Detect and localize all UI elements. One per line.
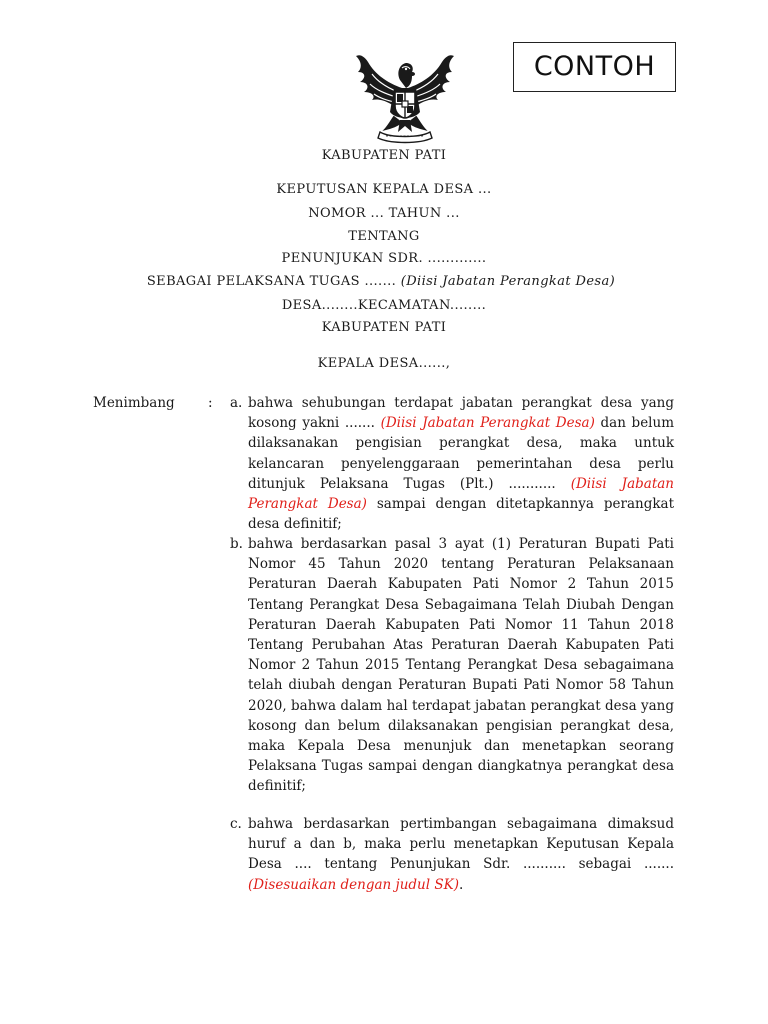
header-desa-kecamatan: DESA........KECAMATAN........ (281, 298, 487, 313)
header-kabupaten: KABUPATEN PATI (321, 148, 447, 163)
item-a-text-1: bahwa sehubungan terdapat jabatan perangkat desa yang kosong yakni ....... (248, 395, 674, 432)
item-a-red-2: (Diisi Jabatan Perangkat Desa) (248, 475, 674, 513)
menimbang-colon: : (208, 395, 213, 411)
item-c-text-1: bahwa berdasarkan pertimbangan sebagaimana dimaksud huruf a dan b, maka perlu menetapkan Keputusan Kepala Desa .... tentang Penunjukan Sdr. .......... sebagai ....... (248, 816, 674, 873)
header-penunjukan: PENUNJUKAN SDR. ............. (281, 251, 487, 266)
item-a-text-2: dan belum dilaksanakan pengisian perangkat desa, maka untuk kelancaran penyelenggaraan pemerintahan desa perlu ditunjuk Pelaksana Tugas (Plt.) ........... (248, 415, 674, 492)
contoh-stamp: CONTOH (513, 42, 676, 92)
header-sebagai-text: SEBAGAI PELAKSANA TUGAS ....... (146, 274, 401, 289)
item-c-text-2: . (458, 876, 464, 893)
header-keputusan: KEPUTUSAN KEPALA DESA ... (276, 182, 492, 197)
header-sebagai (0, 274, 765, 290)
item-b-mark: b. (230, 536, 243, 552)
item-b-text: bahwa berdasarkan pasal 3 ayat (1) Peraturan Bupati Pati Nomor 45 Tahun 2020 tentang Peraturan Pelaksanaan Peraturan Daerah Kabupaten Pati Nomor 2 Tahun 2015 Tentang Perangkat Desa Sebagaimana Telah Diubah Dengan Peraturan Daerah Kabupaten Pati Nomor 11 Tahun 2018 Tentang Perubahan Atas Peraturan Daerah Kabupaten Pati Nomor 2 Tahun 2015 Tentang Perangkat Desa sebagaimana telah diubah dengan Peraturan Bupati Pati Nomor 58 Tahun 2020, bahwa dalam hal terdapat jabatan perangkat desa yang kosong dan belum dilaksanakan pengisian perangkat desa, maka Kepala Desa menunjuk dan menetapkan seorang Pelaksana Tugas sampai dengan diangkatnya perangkat desa definitif; (248, 536, 674, 795)
menimbang-label: Menimbang (93, 395, 175, 411)
header-tentang: TENTANG (348, 229, 420, 244)
item-a-red-1: (Diisi Jabatan Perangkat Desa) (380, 415, 595, 432)
header-kabupaten-bottom: KABUPATEN PATI (321, 320, 447, 335)
item-a-text-3: sampai dengan ditetapkannya perangkat desa definitif; (248, 496, 674, 533)
item-a-mark: a. (230, 395, 243, 411)
item-a-text (248, 393, 674, 534)
header-nomor: NOMOR ... TAHUN ... (308, 206, 460, 221)
garuda-emblem-icon (350, 50, 460, 144)
header-sebagai-italic: (Diisi Jabatan Perangkat Desa) (400, 274, 616, 289)
header-kepala-desa: KEPALA DESA......, (317, 356, 451, 371)
item-c-red-1: (Disesuaikan dengan judul SK) (248, 876, 459, 893)
item-c-text (248, 814, 674, 895)
item-c-mark: c. (230, 816, 242, 832)
